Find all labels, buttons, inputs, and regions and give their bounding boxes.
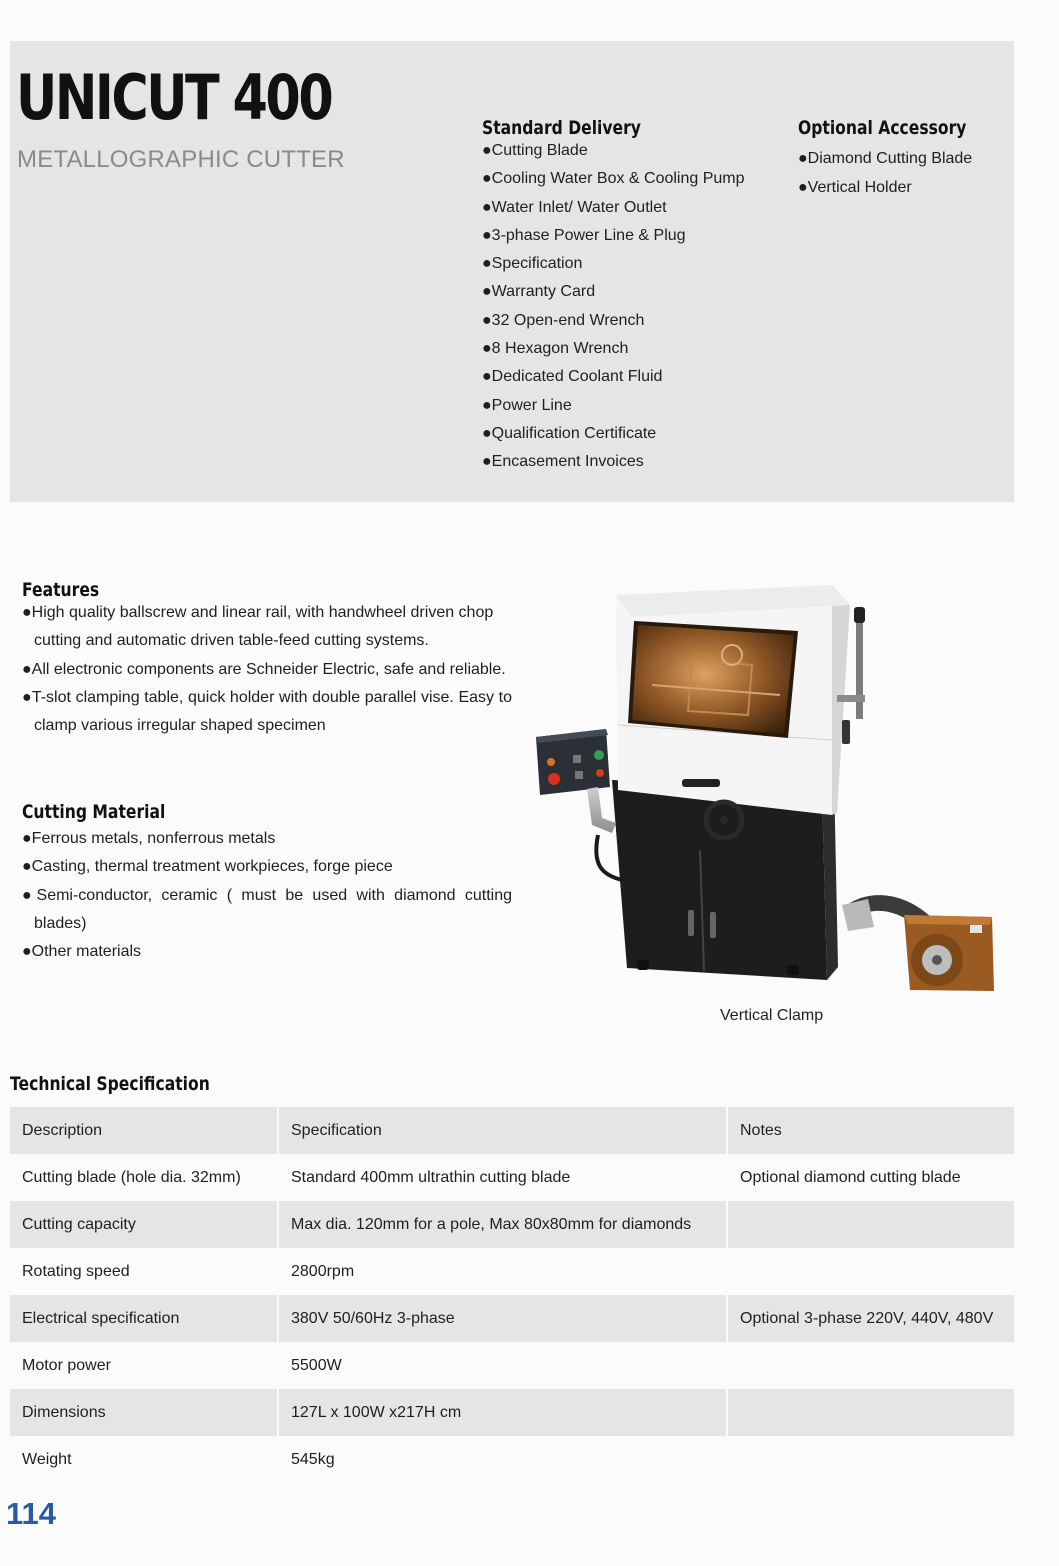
list-item: ●Dedicated Coolant Fluid — [482, 368, 663, 386]
table-cell: Standard 400mm ultrathin cutting blade — [278, 1154, 727, 1201]
standard-delivery-list — [482, 140, 745, 480]
header-cell: Notes — [727, 1107, 1014, 1154]
list-item: ●Cooling Water Box & Cooling Pump — [482, 170, 745, 188]
table-cell — [727, 1389, 1014, 1436]
page-number: 114 — [6, 1496, 57, 1531]
table-cell — [727, 1436, 1014, 1483]
list-item: ●Cutting Blade — [482, 142, 588, 159]
tech-spec-table — [10, 1107, 1014, 1483]
table-cell: 545kg — [278, 1436, 727, 1483]
table-cell: Electrical specification — [10, 1295, 278, 1342]
list-item: ●3-phase Power Line & Plug — [482, 226, 686, 244]
table-cell: Optional 3-phase 220V, 440V, 480V — [727, 1295, 1014, 1342]
product-subtitle: METALLOGRAPHIC CUTTER — [17, 146, 345, 173]
table-cell: 5500W — [278, 1342, 727, 1389]
table-cell: Motor power — [10, 1342, 278, 1389]
table-row — [10, 1436, 1014, 1483]
list-item: ●Vertical Holder — [798, 179, 912, 196]
table-cell — [727, 1342, 1014, 1389]
table-cell: 2800rpm — [278, 1248, 727, 1295]
cutting-material-heading: Cutting Material — [22, 801, 166, 823]
table-row — [10, 1389, 1014, 1436]
optional-accessory-heading: Optional Accessory — [798, 117, 967, 139]
table-row — [10, 1248, 1014, 1295]
table-cell: 127L x 100W x217H cm — [278, 1389, 727, 1436]
list-item: ●Specification — [482, 255, 583, 273]
table-cell: Rotating speed — [10, 1248, 278, 1295]
table-cell: 380V 50/60Hz 3-phase — [278, 1295, 727, 1342]
features-list — [22, 599, 512, 740]
cutting-material-list — [22, 825, 512, 966]
product-title: UNICUT 400 — [16, 61, 332, 134]
table-row — [10, 1295, 1014, 1342]
optional-accessory-list — [798, 148, 972, 206]
machine-photo — [532, 575, 1002, 1000]
header-cell: Description — [10, 1107, 278, 1154]
table-header-row — [10, 1107, 1014, 1154]
list-item: ●Encasement Invoices — [482, 453, 644, 471]
table-cell — [727, 1248, 1014, 1295]
table-cell: Cutting blade (hole dia. 32mm) — [10, 1154, 278, 1201]
list-item: ●Diamond Cutting Blade — [798, 150, 973, 167]
list-item: ●Other materials — [22, 943, 142, 961]
list-item: ●Casting, thermal treatment workpieces, forge piece — [22, 858, 393, 876]
list-item: ●All electronic components are Schneider Electric, safe and reliable. — [22, 660, 506, 678]
table-cell — [727, 1201, 1014, 1248]
list-item: ●Ferrous metals, nonferrous metals — [22, 830, 276, 847]
table-row — [10, 1342, 1014, 1389]
image-caption: Vertical Clamp — [720, 1007, 824, 1024]
list-item: ●Semi-conductor, ceramic ( must be used with diamond cutting blades) — [22, 886, 512, 932]
list-item: ●High quality ballscrew and linear rail, with handwheel driven chop cutting and automatic driven table-feed cutting systems. — [22, 604, 494, 650]
table-cell: Optional diamond cutting blade — [727, 1154, 1014, 1201]
table-row — [10, 1201, 1014, 1248]
header-cell: Specification — [278, 1107, 727, 1154]
table-cell: Cutting capacity — [10, 1201, 278, 1248]
list-item: ●32 Open-end Wrench — [482, 311, 645, 329]
list-item: ●Warranty Card — [482, 283, 596, 301]
list-item: ●8 Hexagon Wrench — [482, 340, 629, 358]
tech-spec-heading: Technical Specification — [10, 1073, 210, 1095]
list-item: ●Qualification Certificate — [482, 424, 657, 442]
features-heading: Features — [22, 579, 100, 601]
list-item: ●Power Line — [482, 396, 572, 414]
table-cell: Dimensions — [10, 1389, 278, 1436]
list-item: ●T-slot clamping table, quick holder with double parallel vise. Easy to clamp various irregular shaped specimen — [22, 688, 512, 735]
table-cell: Weight — [10, 1436, 278, 1483]
table-row — [10, 1154, 1014, 1201]
standard-delivery-heading: Standard Delivery — [482, 117, 641, 139]
table-cell: Max dia. 120mm for a pole, Max 80x80mm for diamonds — [278, 1201, 727, 1248]
list-item: ●Water Inlet/ Water Outlet — [482, 198, 667, 216]
